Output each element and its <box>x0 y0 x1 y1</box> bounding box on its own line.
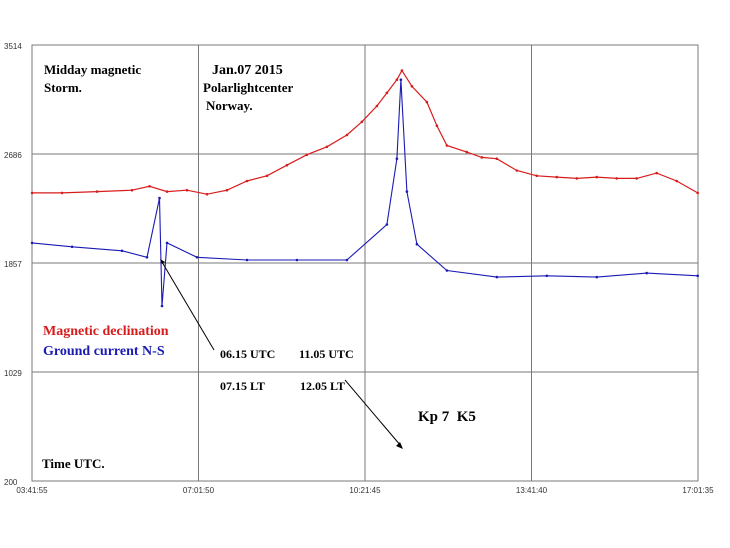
x-tick-label: 03:41:55 <box>16 486 48 495</box>
series-magnetic-declination-point <box>556 176 559 179</box>
series-ground-current-point <box>396 157 399 160</box>
series-magnetic-declination-point <box>131 189 134 192</box>
x-tick-label: 10:21:45 <box>349 486 381 495</box>
series-ground-current-point <box>696 275 699 278</box>
series-magnetic-declination-point <box>286 164 289 167</box>
series-magnetic-declination-point <box>361 121 364 124</box>
series-magnetic-declination-point <box>696 192 699 195</box>
y-tick-label: 2686 <box>4 151 22 160</box>
series-magnetic-declination-point <box>635 177 638 180</box>
series-magnetic-declination-point <box>675 180 678 183</box>
series-ground-current-point <box>596 276 599 279</box>
series-magnetic-declination-point <box>401 69 404 72</box>
series-magnetic-declination-point <box>496 157 499 160</box>
annotation-0615-utc: 06.15 UTC <box>220 347 276 361</box>
series-magnetic-declination-point <box>596 176 599 179</box>
series-magnetic-declination-point <box>481 156 484 159</box>
series-ground-current-point <box>446 269 449 272</box>
legend-ground-current: Ground current N-S <box>43 344 165 359</box>
y-tick-label: 3514 <box>4 42 22 51</box>
y-tick-label: 1029 <box>4 369 22 378</box>
series-ground-current-point <box>296 259 299 262</box>
series-magnetic-declination-point <box>306 153 309 156</box>
location-line-1: Polarlightcenter <box>203 80 294 95</box>
series-ground-current-point <box>121 250 124 253</box>
series-magnetic-declination-point <box>96 190 99 193</box>
series-magnetic-declination-point <box>426 101 429 104</box>
series-magnetic-declination-point <box>186 189 189 192</box>
series-ground-current-point <box>496 276 499 279</box>
x-axis-label: Time UTC. <box>42 456 105 471</box>
series-ground-current-point <box>166 242 169 245</box>
annotation-kp-index: Kp 7 K5 <box>418 409 476 425</box>
series-ground-current-point <box>161 305 164 308</box>
annotation-1105-utc: 11.05 UTC <box>299 347 354 361</box>
chart-date: Jan.07 2015 <box>212 63 283 78</box>
series-ground-current-point <box>196 256 199 259</box>
series-ground-current-point <box>386 223 389 226</box>
series-ground-current-point <box>645 272 648 275</box>
series-magnetic-declination-point <box>148 185 151 188</box>
series-magnetic-declination-point <box>516 169 519 172</box>
series-ground-current-point <box>416 243 419 246</box>
series-magnetic-declination-point <box>466 151 469 154</box>
series-magnetic-declination-point <box>206 193 209 196</box>
series-magnetic-declination-point <box>446 144 449 147</box>
title-line-2: Storm. <box>44 80 82 95</box>
series-magnetic-declination-point <box>346 134 349 137</box>
y-tick-label: 1857 <box>4 260 22 269</box>
y-tick-label: 200 <box>4 478 18 487</box>
series-magnetic-declination-point <box>386 92 389 95</box>
location-line-2: Norway. <box>206 98 253 113</box>
annotation-0715-lt: 07.15 LT <box>220 379 265 393</box>
series-ground-current-point <box>546 275 549 278</box>
series-magnetic-declination-point <box>266 175 269 178</box>
series-ground-current-point <box>158 197 161 200</box>
title-line-1: Midday magnetic <box>44 62 142 77</box>
series-magnetic-declination-point <box>411 85 414 88</box>
x-tick-label: 13:41:40 <box>515 486 548 495</box>
series-ground-current-point <box>406 190 409 193</box>
series-ground-current-point <box>346 259 349 262</box>
series-ground-current-point <box>146 256 149 259</box>
series-magnetic-declination-point <box>615 177 618 180</box>
series-ground-current-point <box>31 242 34 245</box>
x-tick-label: 07:01:50 <box>182 486 215 495</box>
series-magnetic-declination-point <box>246 180 249 183</box>
series-magnetic-declination-point <box>166 190 169 193</box>
series-ground-current-point <box>400 78 403 81</box>
series-magnetic-declination-point <box>376 105 379 108</box>
annotation-1205-lt: 12.05 LT <box>300 379 345 393</box>
series-magnetic-declination-point <box>61 192 64 195</box>
series-magnetic-declination-point <box>226 189 229 192</box>
series-magnetic-declination-point <box>576 177 579 180</box>
series-magnetic-declination-point <box>326 146 329 149</box>
series-magnetic-declination-point <box>396 78 399 81</box>
x-tick-label: 17:01:35 <box>682 486 714 495</box>
legend-magnetic-declination: Magnetic declination <box>43 324 169 339</box>
series-ground-current-point <box>71 246 74 249</box>
series-magnetic-declination-point <box>31 192 34 195</box>
series-ground-current-point <box>246 259 249 262</box>
series-magnetic-declination-point <box>536 175 539 178</box>
series-magnetic-declination-point <box>436 125 439 128</box>
series-magnetic-declination-point <box>655 172 658 175</box>
